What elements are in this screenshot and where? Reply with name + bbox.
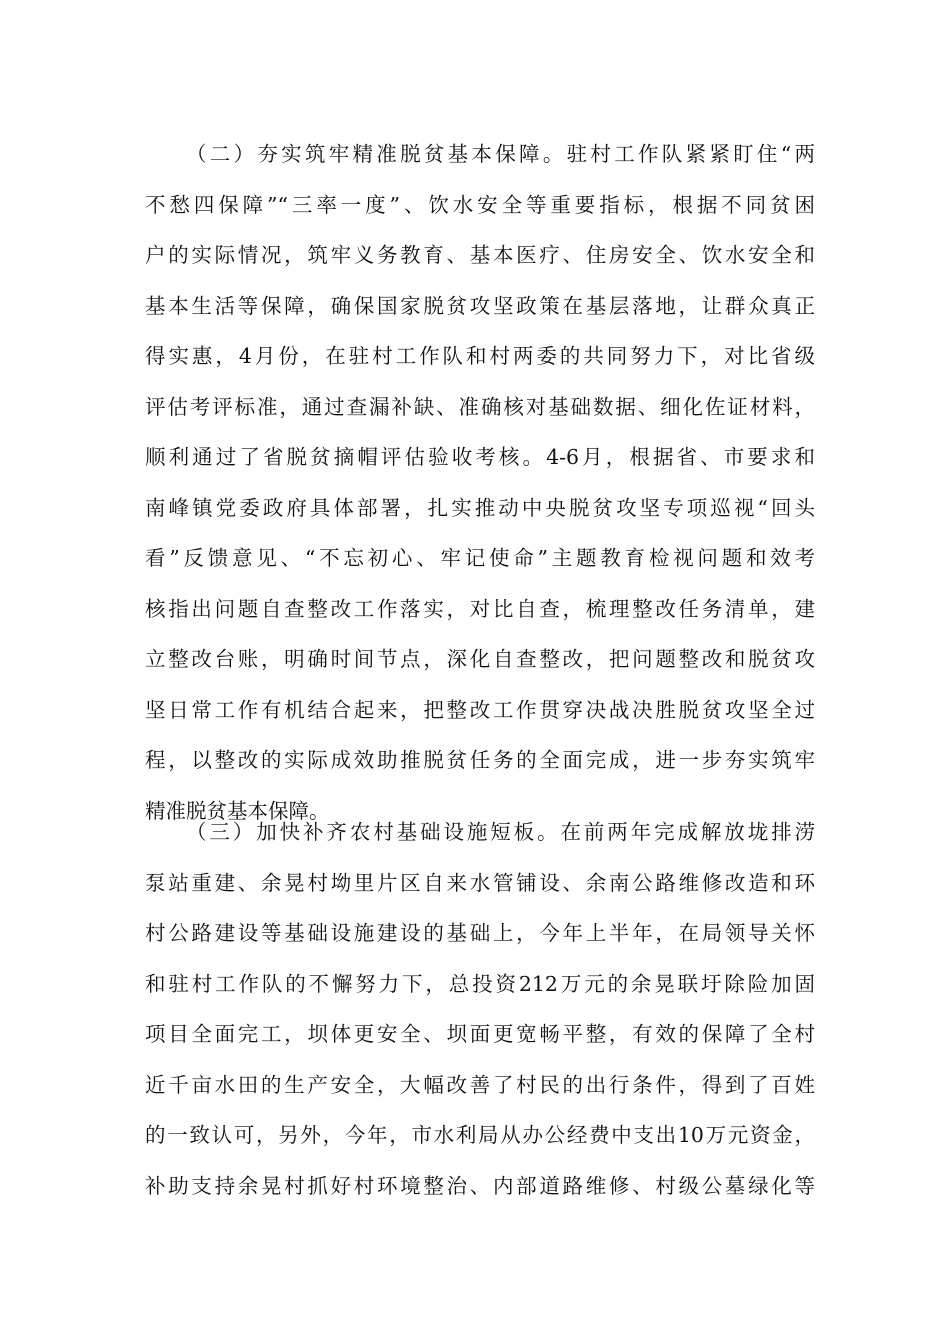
paragraph-line: 精准脱贫基本保障。 (145, 798, 330, 823)
paragraph-line: （三）加快补齐农村基础设施短板。在前两年完成解放垅排涝 (186, 820, 815, 844)
paragraph-basic-guarantee (145, 129, 815, 836)
paragraph-line: 程，以整改的实际成效助推脱贫任务的全面完成，进一步夯实筑牢 (145, 748, 815, 772)
paragraph-line: 核指出问题自查整改工作落实，对比自查，梳理整改任务清单，建 (145, 596, 815, 621)
paragraph-line: 的一致认可，另外，今年，市水利局从办公经费中支出10万元资金， (145, 1123, 815, 1147)
paragraph-line: 南峰镇党委政府具体部署，扎实推动中央脱贫攻坚专项巡视“回头 (145, 495, 815, 520)
paragraph-line: 顺利通过了省脱贫摘帽评估验收考核。4-6月，根据省、市要求和 (145, 445, 815, 469)
paragraph-line: 近千亩水田的生产安全，大幅改善了村民的出行条件，得到了百姓 (145, 1072, 815, 1097)
paragraph-line: 项目全面完工，坝体更安全、坝面更宽畅平整，有效的保障了全村 (145, 1022, 815, 1046)
paragraph-line: 坚日常工作有机结合起来，把整改工作贯穿决战决胜脱贫攻坚全过 (145, 697, 815, 722)
paragraph-line: （二）夯实筑牢精准脱贫基本保障。驻村工作队紧紧盯住“两 (186, 142, 815, 166)
paragraph-line: 泵站重建、余晃村坳里片区自来水管铺设、余南公路维修改造和环 (145, 870, 815, 895)
paragraph-line: 基本生活等保障，确保国家脱贫攻坚政策在基层落地，让群众真正 (145, 293, 815, 318)
paragraph-line: 立整改台账，明确时间节点，深化自查整改，把问题整改和脱贫攻 (145, 647, 815, 671)
paragraph-infrastructure (145, 807, 815, 1211)
paragraph-line: 得实惠，4月份，在驻村工作队和村两委的共同努力下，对比省级 (145, 344, 815, 368)
paragraph-line: 评估考评标准，通过查漏补缺、准确核对基础数据、细化佐证材料， (145, 394, 815, 419)
paragraph-line: 和驻村工作队的不懈努力下，总投资212万元的余晃联圩除险加固 (145, 971, 815, 996)
paragraph-line: 补助支持余晃村抓好村环境整治、内部道路维修、村级公墓绿化等 (145, 1173, 815, 1198)
paragraph-line: 户的实际情况，筑牢义务教育、基本医疗、住房安全、饮水安全和 (145, 243, 815, 267)
paragraph-line: 不愁四保障”“三率一度”、饮水安全等重要指标，根据不同贫困 (145, 192, 815, 217)
paragraph-line: 看”反馈意见、“不忘初心、牢记使命”主题教育检视问题和效考 (145, 546, 815, 570)
paragraph-line: 村公路建设等基础设施建设的基础上，今年上半年，在局领导关怀 (145, 921, 815, 945)
